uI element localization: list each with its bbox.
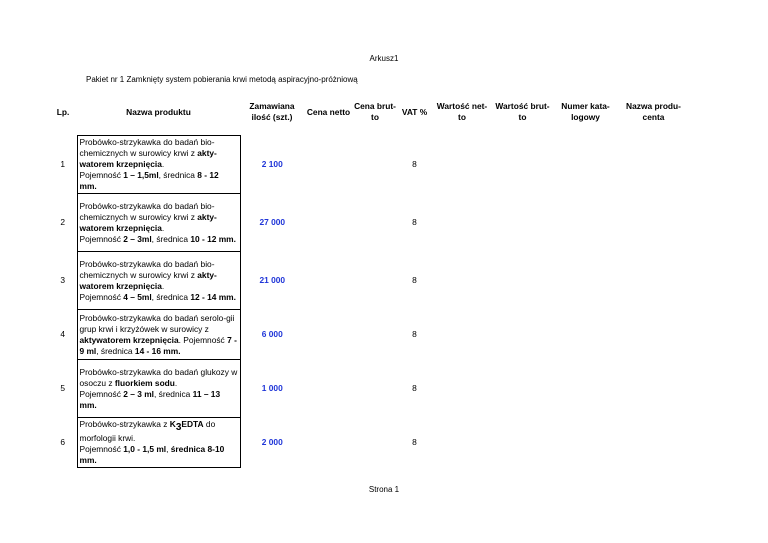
row-net-value: [432, 194, 492, 252]
row-net-price: [304, 360, 353, 418]
row-catalog-number: [553, 252, 618, 310]
table-row: [49, 136, 689, 194]
row-lp: 3: [60, 275, 66, 285]
product-table: [49, 89, 690, 468]
row-lp: 4: [60, 329, 66, 339]
product-text-bold: K: [169, 419, 176, 429]
row-gross-price: [353, 310, 397, 360]
row-producer-name: [618, 252, 689, 310]
row-vat: 8: [412, 329, 417, 339]
product-text: .: [161, 159, 165, 169]
row-product-name: [77, 194, 240, 252]
page-footer: Strona 1: [368, 485, 400, 494]
subscript-text: 3: [175, 422, 182, 433]
row-net-price: [304, 418, 353, 468]
product-text: Pojemność: [79, 170, 124, 180]
product-text-bold: EDTA: [181, 419, 204, 429]
row-product-name: [77, 136, 240, 194]
row-net-price: [304, 310, 353, 360]
row-producer-name: [618, 310, 689, 360]
row-producer-name: [618, 136, 689, 194]
product-text: , średnica: [158, 170, 198, 180]
product-text: do morfologii krwi.: [79, 419, 216, 443]
row-gross-price: [353, 252, 397, 310]
table-row: [49, 360, 689, 418]
row-gross-value: [492, 136, 553, 194]
product-text-bold: 10 - 12 mm.: [190, 233, 236, 244]
header-net-value: Wartość net- to: [436, 101, 488, 123]
product-text-bold: 4 – 5ml: [123, 291, 152, 302]
row-vat: 8: [412, 383, 417, 393]
row-lp: 5: [60, 383, 66, 393]
product-text-bold: 11 – 13 mm.: [79, 388, 221, 410]
header-gross-price: Cena brut- to: [354, 101, 396, 123]
product-text-bold: aktywatorem krzepnięcia: [79, 334, 179, 345]
row-product-name: [77, 360, 240, 418]
row-net-value: [432, 136, 492, 194]
row-catalog-number: [553, 194, 618, 252]
row-gross-value: [492, 252, 553, 310]
row-producer-name: [618, 194, 689, 252]
row-gross-value: [492, 360, 553, 418]
row-catalog-number: [553, 310, 618, 360]
product-text-bold: średnica 8-10 mm.: [79, 444, 225, 465]
product-text-bold: 1 – 1,5ml: [123, 170, 159, 180]
product-text-bold: 8 - 12 mm.: [79, 170, 219, 191]
row-ordered-qty: 6 000: [261, 329, 283, 339]
row-lp: 2: [60, 217, 66, 227]
product-text-bold: 2 – 3ml: [123, 233, 152, 244]
product-text: .: [161, 280, 165, 291]
row-product-name: [77, 310, 240, 360]
row-product-name: [77, 418, 240, 468]
row-gross-value: [492, 418, 553, 468]
row-producer-name: [618, 360, 689, 418]
row-product-name: [77, 252, 240, 310]
product-text: Probówko-strzykawka z: [79, 419, 170, 429]
row-net-value: [432, 418, 492, 468]
row-ordered-qty: 21 000: [259, 275, 286, 285]
row-net-value: [432, 252, 492, 310]
header-net-price: Cena netto: [306, 106, 351, 117]
product-text: Probówko-strzykawka do badań bio-chemicznych w surowicy krwi z: [79, 200, 215, 222]
row-ordered-qty: 2 100: [261, 159, 283, 169]
row-lp: 1: [60, 159, 66, 169]
row-net-price: [304, 252, 353, 310]
product-text: , średnica: [151, 233, 191, 244]
product-text-bold: akty-watorem krzepnięcia: [79, 148, 217, 169]
product-text-bold: fluorkiem sodu: [114, 377, 175, 388]
row-gross-price: [353, 194, 397, 252]
row-net-value: [432, 360, 492, 418]
table-row: [49, 194, 689, 252]
row-gross-price: [353, 136, 397, 194]
product-text: Pojemność: [79, 388, 124, 399]
row-net-price: [304, 194, 353, 252]
product-text: , średnica: [151, 291, 191, 302]
row-lp: 6: [60, 437, 66, 447]
row-vat: 8: [412, 437, 417, 447]
row-catalog-number: [553, 136, 618, 194]
product-text: , średnica: [96, 345, 135, 356]
table-row: [49, 418, 689, 468]
row-ordered-qty: 2 000: [261, 437, 283, 447]
sheet-name: Arkusz1: [369, 54, 399, 63]
product-text: , średnica: [154, 388, 193, 399]
product-text: .: [161, 222, 165, 233]
product-text-bold: akty-watorem krzepnięcia: [79, 269, 217, 291]
product-text: Probówko-strzykawka do badań bio-chemicznych w surowicy krwi z: [79, 137, 215, 158]
table-header-row: [49, 89, 689, 136]
package-title: Pakiet nr 1 Zamknięty system pobierania krwi metodą aspiracyjno-próżniową: [86, 75, 358, 84]
header-lp: Lp.: [56, 106, 70, 117]
row-catalog-number: [553, 418, 618, 468]
row-producer-name: [618, 418, 689, 468]
table-row: [49, 252, 689, 310]
product-text-bold: 14 - 16 mm.: [134, 345, 181, 356]
row-vat: 8: [412, 159, 417, 169]
header-vat: VAT %: [401, 106, 428, 117]
row-gross-value: [492, 194, 553, 252]
product-text-bold: 2 – 3 ml: [123, 388, 154, 399]
product-text-bold: akty-watorem krzepnięcia: [79, 211, 217, 233]
product-text: Pojemność: [79, 291, 124, 302]
product-text: . Pojemność: [178, 334, 228, 345]
row-net-value: [432, 310, 492, 360]
product-text: Pojemność: [79, 233, 124, 244]
row-ordered-qty: 1 000: [261, 383, 283, 393]
row-vat: 8: [412, 275, 417, 285]
product-text: Probówko-strzykawka do badań bio-chemicznych w surowicy krwi z: [79, 258, 215, 280]
row-gross-price: [353, 418, 397, 468]
product-text: .: [174, 377, 178, 388]
header-catalog-number: Numer kata- logowy: [561, 101, 610, 123]
product-text: Pojemność: [79, 444, 124, 454]
row-vat: 8: [412, 217, 417, 227]
header-product-name: Nazwa produktu: [126, 106, 191, 117]
row-catalog-number: [553, 360, 618, 418]
product-text: Probówko-strzykawka do badań glukozy w osoczu z: [79, 366, 238, 388]
table-row: [49, 310, 689, 360]
header-gross-value: Wartość brut- to: [495, 101, 550, 123]
product-text-bold: 12 - 14 mm.: [190, 291, 236, 302]
header-ordered-qty: Zamawiana ilość (szt.): [249, 101, 295, 123]
product-text: Probówko-strzykawka do badań serolo-gii grup krwi i krzyżówek w surowicy z: [79, 312, 235, 334]
header-producer-name: Nazwa produ- centa: [626, 101, 681, 123]
row-ordered-qty: 27 000: [259, 217, 286, 227]
product-text: ,: [166, 444, 171, 454]
product-text-bold: 7 - 9 ml: [79, 334, 237, 356]
row-gross-price: [353, 360, 397, 418]
row-net-price: [304, 136, 353, 194]
row-gross-value: [492, 310, 553, 360]
product-text-bold: 1,0 - 1,5 ml: [123, 444, 167, 454]
